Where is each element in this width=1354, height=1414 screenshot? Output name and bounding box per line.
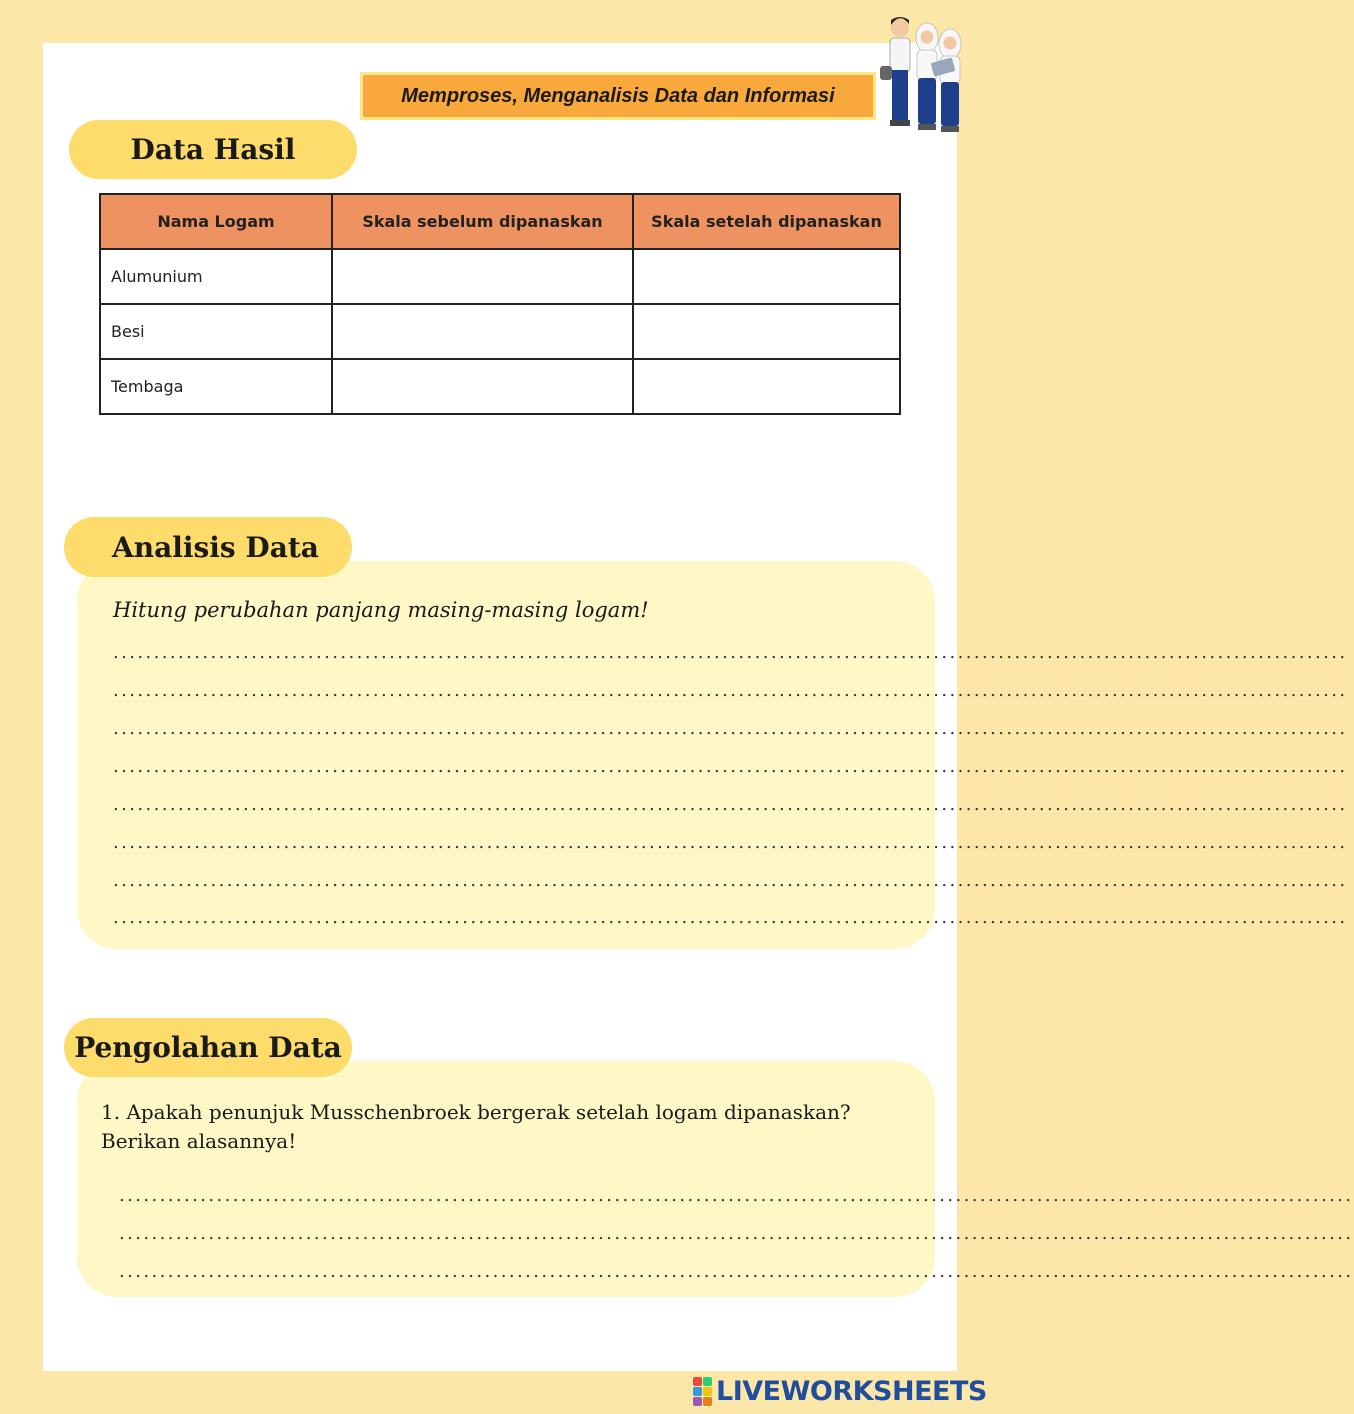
answer-cell[interactable] — [332, 304, 633, 359]
footer-brand[interactable] — [693, 1374, 987, 1408]
answer-cell[interactable] — [332, 249, 633, 304]
answer-cell[interactable] — [332, 359, 633, 414]
answer-cell[interactable] — [633, 249, 900, 304]
table-header-row — [100, 194, 900, 249]
banner-text: Memproses, Menganalisis Data dan Informasi — [401, 84, 835, 107]
pengolahan-title: Pengolahan Data — [74, 1031, 342, 1064]
students-illustration-icon — [872, 10, 972, 136]
data-hasil-title: Data Hasil — [130, 133, 296, 166]
table-row — [100, 249, 900, 304]
answer-line[interactable]: ........................................................................................................................................................ — [119, 1185, 1354, 1206]
answer-line[interactable]: ........................................................................................................................................................ — [113, 642, 1348, 663]
answer-line[interactable]: ........................................................................................................................................................ — [113, 870, 1348, 891]
column-header: Skala sebelum dipanaskan — [332, 194, 633, 249]
answer-cell[interactable] — [633, 359, 900, 414]
answer-line[interactable]: ........................................................................................................................................................ — [113, 907, 1348, 928]
table-row — [100, 359, 900, 414]
liveworksheets-logo-icon — [693, 1377, 712, 1406]
section-banner — [360, 72, 876, 120]
metal-name-cell: Tembaga — [100, 359, 332, 414]
column-header: Nama Logam — [100, 194, 332, 249]
data-hasil-heading — [69, 120, 357, 179]
answer-line[interactable]: ........................................................................................................................................................ — [113, 756, 1348, 777]
metal-name-cell: Alumunium — [100, 249, 332, 304]
metal-name-cell: Besi — [100, 304, 332, 359]
table-row — [100, 304, 900, 359]
pengolahan-heading — [64, 1018, 352, 1077]
column-header: Skala setelah dipanaskan — [633, 194, 900, 249]
answer-line[interactable]: ........................................................................................................................................................ — [113, 794, 1348, 815]
footer-brand-text: LIVEWORKSHEETS — [716, 1375, 987, 1407]
results-table — [99, 193, 901, 415]
answer-line[interactable]: ........................................................................................................................................................ — [113, 680, 1348, 701]
analisis-prompt: Hitung perubahan panjang masing-masing logam! — [113, 598, 649, 622]
answer-line[interactable]: ........................................................................................................................................................ — [119, 1223, 1354, 1244]
answer-line[interactable]: ........................................................................................................................................................ — [113, 718, 1348, 739]
analisis-heading — [64, 517, 352, 577]
question-1: 1. Apakah penunjuk Musschenbroek bergerak setelah logam dipanaskan? Berikan alasannya! — [101, 1100, 851, 1153]
analisis-title: Analisis Data — [112, 530, 319, 564]
answer-cell[interactable] — [633, 304, 900, 359]
answer-line[interactable]: ........................................................................................................................................................ — [113, 832, 1348, 853]
answer-line[interactable]: ........................................................................................................................................................ — [119, 1261, 1354, 1282]
